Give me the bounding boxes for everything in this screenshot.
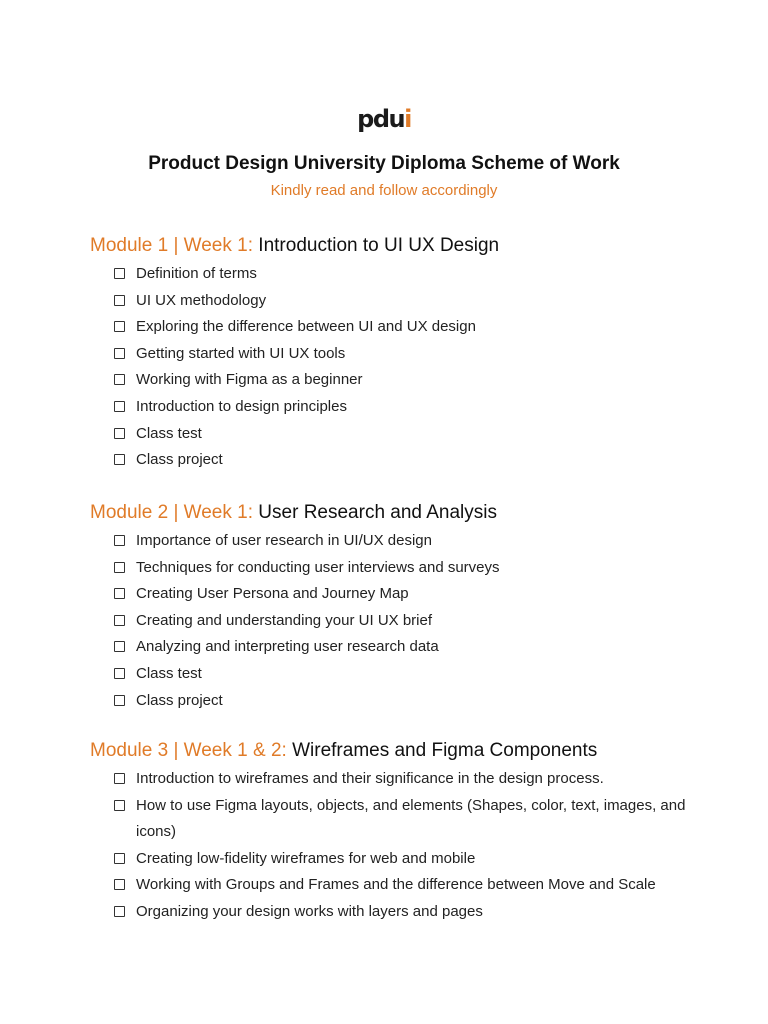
item-label: Techniques for conducting user interviews and surveys <box>136 558 500 576</box>
document-subtitle: Kindly read and follow accordingly <box>270 182 498 199</box>
checkbox[interactable] <box>114 401 125 412</box>
item-label: Class test <box>136 664 202 682</box>
checklist-item <box>114 581 710 608</box>
checkbox[interactable] <box>114 879 125 890</box>
item-label: Introduction to wireframes and their significance in the design process. <box>136 770 604 787</box>
item-label: Exploring the difference between UI and UX design <box>136 318 476 336</box>
logo-text: pdu <box>357 105 405 133</box>
item-label: Creating User Persona and Journey Map <box>136 585 409 603</box>
checklist-item <box>114 846 710 873</box>
checklist-item <box>114 314 710 341</box>
checklist-item <box>114 634 710 661</box>
checklist-item <box>114 661 710 688</box>
checklist-item <box>114 288 710 315</box>
module-2 <box>90 500 710 714</box>
item-label: Working with Figma as a beginner <box>136 371 363 389</box>
module-heading <box>90 500 710 526</box>
checklist-item <box>114 341 710 368</box>
module-title: Wireframes and Figma Components <box>292 740 598 761</box>
checklist-item <box>114 367 710 394</box>
checklist-item <box>114 528 710 555</box>
item-label: Definition of terms <box>136 265 257 282</box>
checkbox[interactable] <box>114 588 125 599</box>
checkbox[interactable] <box>114 695 125 706</box>
checkbox[interactable] <box>114 615 125 626</box>
checklist <box>90 528 710 714</box>
checklist-item <box>114 394 710 421</box>
checkbox[interactable] <box>114 906 125 917</box>
checkbox[interactable] <box>114 295 125 306</box>
item-label: Organizing your design works with layers and pages <box>136 902 483 920</box>
item-label: Creating low-fidelity wireframes for web and mobile <box>136 849 476 867</box>
checkbox[interactable] <box>114 535 125 546</box>
module-prefix: Module 3 | Week 1 & 2: <box>90 740 287 761</box>
checklist-item <box>114 421 710 448</box>
item-label: Working with Groups and Frames and the difference between Move and Scale <box>136 876 656 894</box>
item-label: Importance of user research in UI/UX design <box>136 532 432 549</box>
logo <box>0 104 768 134</box>
item-label: Class test <box>136 424 202 442</box>
module-heading <box>90 738 710 764</box>
checkbox[interactable] <box>114 853 125 864</box>
module-prefix: Module 1 | Week 1: <box>90 235 254 256</box>
checkbox[interactable] <box>114 374 125 385</box>
checkbox[interactable] <box>114 454 125 465</box>
item-label: Class project <box>136 691 223 709</box>
item-label: Analyzing and interpreting user research data <box>136 638 439 656</box>
checkbox[interactable] <box>114 348 125 359</box>
module-heading <box>90 233 710 259</box>
checklist <box>90 766 710 926</box>
checklist-item <box>114 872 710 899</box>
checkbox[interactable] <box>114 321 125 332</box>
module-3 <box>90 738 710 926</box>
module-prefix: Module 2 | Week 1: <box>90 502 254 523</box>
item-label: Introduction to design principles <box>136 397 347 415</box>
logo-accent: i <box>404 105 411 133</box>
checklist-item <box>114 447 710 474</box>
checklist-item <box>114 899 710 926</box>
checkbox[interactable] <box>114 800 125 811</box>
checklist-item <box>114 261 710 288</box>
item-label: Getting started with UI UX tools <box>136 344 346 362</box>
checklist-item <box>114 608 710 635</box>
checklist-item <box>114 555 710 582</box>
item-label: UI UX methodology <box>136 291 267 309</box>
checklist-item <box>114 688 710 715</box>
checkbox[interactable] <box>114 562 125 573</box>
checklist <box>90 261 710 474</box>
module-title: Introduction to UI UX Design <box>258 235 500 256</box>
item-label: Creating and understanding your UI UX brief <box>136 611 433 629</box>
checkbox[interactable] <box>114 428 125 439</box>
checklist-item <box>114 793 710 846</box>
module-1 <box>90 233 710 474</box>
module-title: User Research and Analysis <box>258 502 497 523</box>
item-label: How to use Figma layouts, objects, and elements (Shapes, color, text, images, and icons) <box>136 796 686 841</box>
checkbox[interactable] <box>114 641 125 652</box>
checklist-item <box>114 766 710 793</box>
checkbox[interactable] <box>114 268 125 279</box>
checkbox[interactable] <box>114 773 125 784</box>
checkbox[interactable] <box>114 668 125 679</box>
item-label: Class project <box>136 451 223 469</box>
document-title: Product Design University Diploma Scheme of Work <box>148 153 620 174</box>
